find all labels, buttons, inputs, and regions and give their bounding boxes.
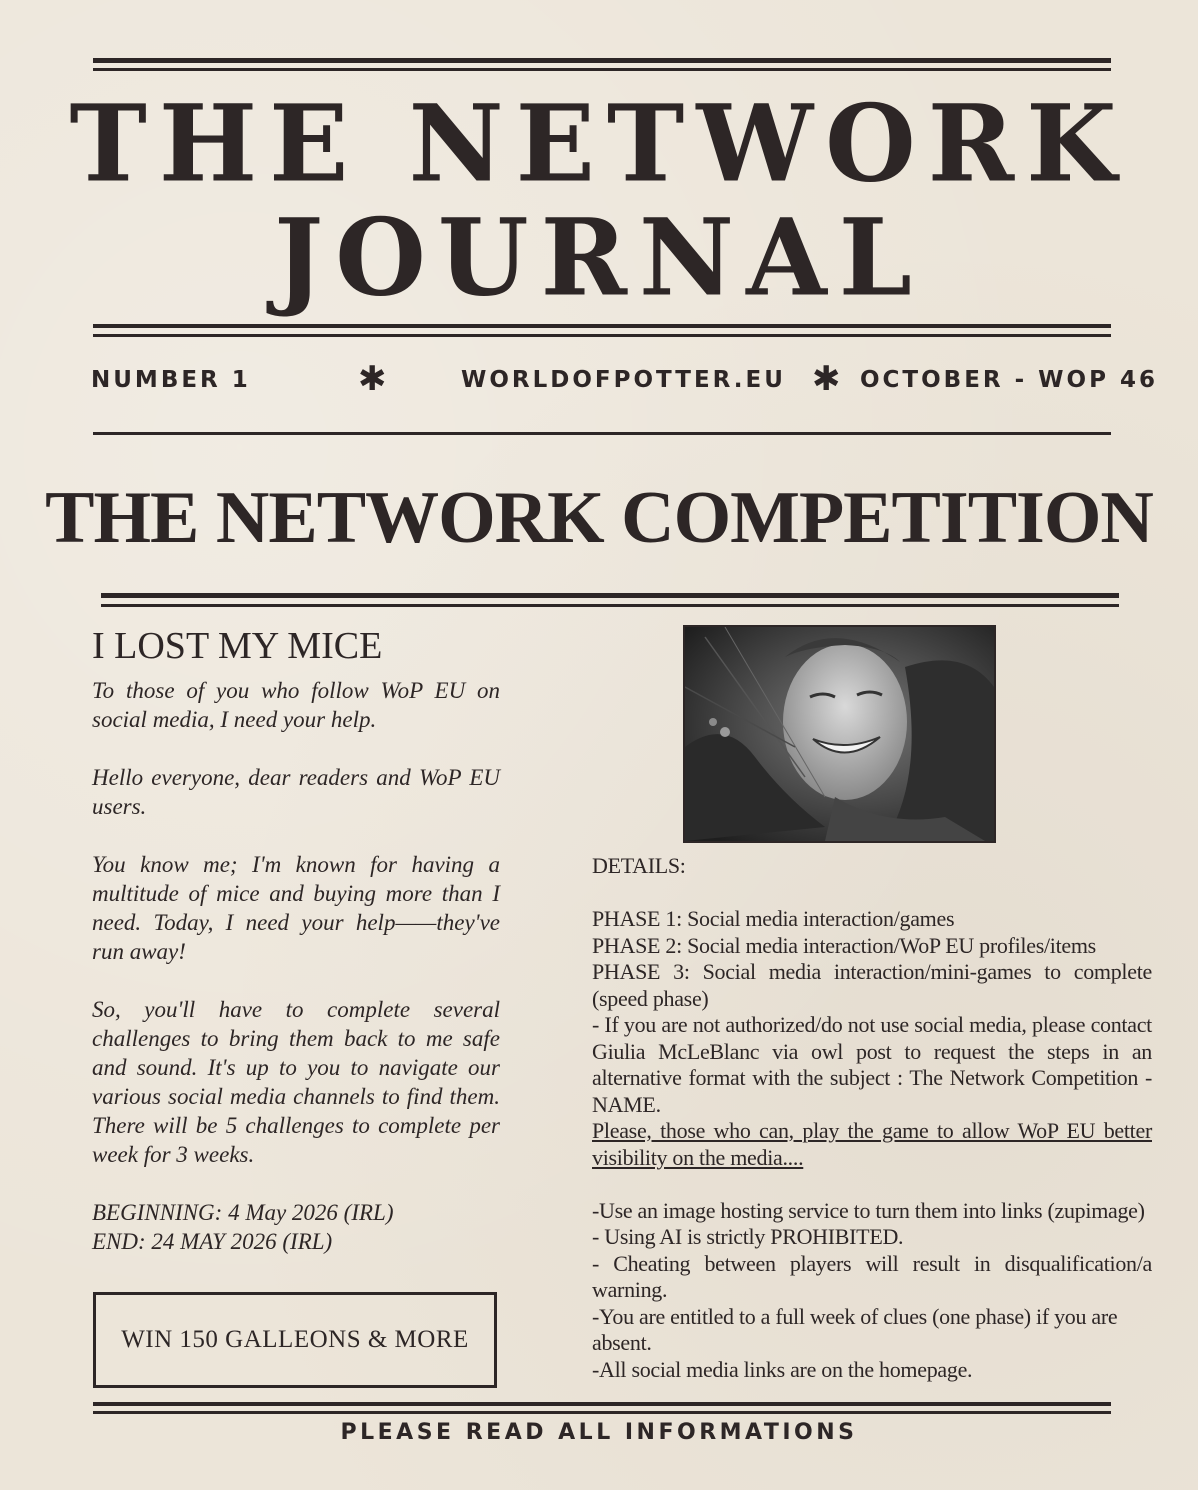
beginning-date: BEGINNING: 4 May 2026 (IRL) [92, 1200, 394, 1225]
masthead-title-line2: JOURNAL [274, 194, 924, 321]
prize-text: WIN 150 GALLEONS & MORE [121, 1326, 469, 1353]
issue-date: OCTOBER - WOP 46 [860, 367, 1158, 393]
footer-notice: PLEASE READ ALL INFORMATIONS [340, 1420, 858, 1445]
article-title: I LOST MY MICE [92, 625, 383, 667]
masthead-rule-thick [93, 324, 1111, 328]
prize-box [93, 1292, 497, 1388]
phase-3: PHASE 3: Social media interaction/mini-games to complete (speed phase) [592, 959, 1152, 1011]
spacer [592, 880, 1152, 907]
headline-rule-thick [101, 593, 1119, 598]
rule-cheating: - Cheating between players will result in disqualification/a warning. [592, 1250, 1152, 1302]
phase-1: PHASE 1: Social media interaction/games [592, 906, 955, 931]
article-paragraph: You know me; I'm known for having a multitude of mice and buying more than I need. Today, I need your help——they've run away! [92, 852, 500, 964]
rule-absent: -You are entitled to a full week of clues (one phase) if you are absent. [592, 1303, 1118, 1355]
no-social-media-note: - If you are not authorized/do not use social media, please contact Giulia McLeBlanc via owl post to request the steps in an alternative format with the subject : The Network Competition - NAME. [592, 1012, 1152, 1117]
headline-rule-thin [101, 604, 1119, 607]
details-section [592, 853, 1152, 1383]
website-url: WORLDOFPOTTER.EU [461, 367, 786, 393]
main-headline: THE NETWORK COMPETITION [45, 477, 1153, 559]
rule-image-hosting: -Use an image hosting service to turn them into links (zupimage) [592, 1197, 1145, 1223]
asterisk-icon: ✱ [358, 359, 387, 399]
asterisk-icon: ✱ [812, 359, 841, 399]
details-heading: DETAILS: [592, 853, 686, 878]
rule-no-ai: - Using AI is strictly PROHIBITED. [592, 1224, 904, 1249]
top-rule-thick [93, 58, 1111, 63]
article-paragraph: To those of you who follow WoP EU on social media, I need your help. [92, 678, 500, 732]
end-date: END: 24 MAY 2026 (IRL) [92, 1229, 333, 1254]
phase-2: PHASE 2: Social media interaction/WoP EU profiles/items [592, 932, 1096, 958]
article-paragraph: So, you'll have to complete several challenges to bring them back to me safe and sound. It's up to you to navigate our various social media channels to find them. There will be 5 challenges to complete per week for 3 weeks. [92, 997, 500, 1167]
spacer [592, 1171, 1152, 1198]
masthead-rule-thin [93, 334, 1111, 337]
article-body [92, 676, 500, 1256]
rule-social-links: -All social media links are on the homepage. [592, 1356, 973, 1382]
article-paragraph: Hello everyone, dear readers and WoP EU users. [92, 765, 500, 819]
please-play-note: Please, those who can, play the game to allow WoP EU better visibility on the media.... [592, 1118, 1152, 1170]
infobar-rule [93, 432, 1111, 435]
masthead-title-line1: THE NETWORK [69, 80, 1129, 207]
article-photo [683, 625, 996, 843]
top-rule-thin [93, 68, 1111, 71]
issue-number: NUMBER 1 [91, 367, 251, 393]
bottom-rule-thick [93, 1402, 1111, 1406]
smiling-woman-photo [685, 627, 994, 841]
bottom-rule-thin [93, 1411, 1111, 1414]
